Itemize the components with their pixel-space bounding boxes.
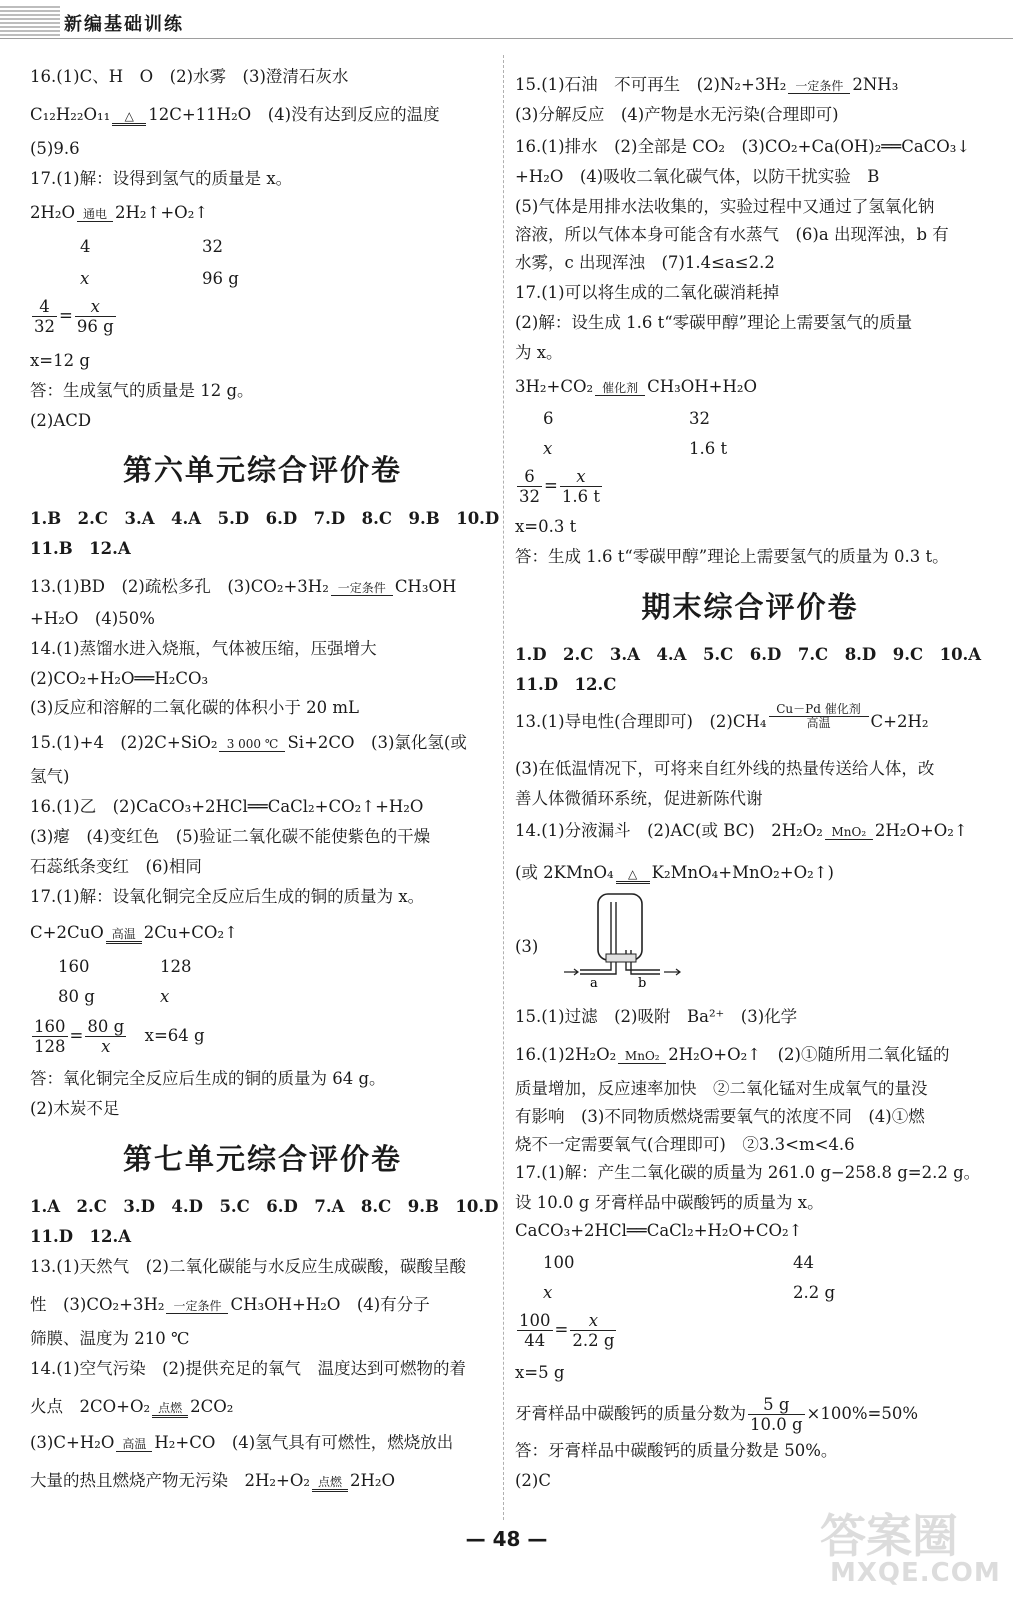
answer-line: +H₂O (4)50%	[30, 609, 155, 628]
eq-part: CH₃OH	[394, 577, 457, 596]
eq-part: 2NH₃	[852, 75, 899, 94]
header-decoration	[0, 6, 60, 36]
answer-line: 设 10.0 g 牙膏样品中碳酸钙的质量为 x。	[515, 1193, 824, 1212]
condition-text: 高温	[806, 716, 831, 730]
equation-line	[30, 731, 467, 755]
frac-den: 32	[34, 317, 55, 336]
label-a: a	[590, 976, 598, 988]
answer-line: 14.(1)蒸馏水进入烧瓶，气体被压缩，压强增大	[30, 639, 377, 658]
condition-text: 点燃	[317, 1475, 342, 1489]
condition-text: MnO₂	[624, 1049, 660, 1063]
section-title-unit7: 第七单元综合评价卷	[122, 1142, 402, 1176]
proportion: $\frac{4}{32}$ = $\frac{x}{96 g}$	[34, 297, 114, 336]
frac-den: x	[101, 1037, 111, 1056]
eq-part: K₂MnO₄+MnO₂+O₂↑)	[651, 863, 834, 882]
equation-line	[515, 819, 968, 843]
outlet-pipe-b	[626, 964, 660, 974]
answer-line: 溶液，所以气体本身可能含有水蒸气 (6)a 出现浑浊，b 有	[515, 225, 949, 244]
eq-part: 13.(1)导电性(合理即可) (2)CH₄	[515, 712, 767, 731]
eq-part: (或 2KMnO₄	[515, 863, 614, 882]
mc-answers: 11.D 12.A	[30, 1227, 132, 1246]
answer-line: 16.(1)乙 (2)CaCO₃+2HCl══CaCl₂+CO₂↑+H₂O	[30, 797, 424, 816]
reaction-condition	[219, 738, 285, 752]
equation-line	[30, 1395, 233, 1419]
answer-line: 13.(1)天然气 (2)二氧化碳能与水反应生成碳酸，碳酸呈酸	[30, 1257, 466, 1276]
reaction-condition	[312, 1476, 348, 1492]
eq-part: C+2H₂	[870, 712, 929, 731]
eq-part: 火点 2CO+O₂	[30, 1397, 151, 1416]
frac-num: x	[560, 467, 602, 487]
answer-line: 17.(1)解：设氧化铜完全反应后生成的铜的质量为 x。	[30, 887, 425, 906]
watermark-text: 答案圈	[820, 1509, 958, 1563]
mass-value: 6	[543, 409, 554, 428]
answer-line: (2)解：设生成 1.6 t“零碳甲醇”理论上需要氢气的质量	[515, 313, 913, 332]
equation-line	[515, 1043, 949, 1067]
eq-part: 2H₂O+O₂↑	[874, 821, 968, 840]
equation-line	[30, 103, 440, 127]
answer-line: 筛膜、温度为 210 ℃	[30, 1329, 190, 1348]
answer-line: (2)CO₂+H₂O══H₂CO₃	[30, 669, 209, 688]
eq-part: 12C+11H₂O (4)没有达到反应的温度	[148, 105, 440, 124]
answer-line: (3)在低温情况下，可将来自红外线的热量传送给人体，改	[515, 759, 935, 778]
frac-num: x	[75, 297, 116, 317]
answer-line: 有影响 (3)不同物质燃烧需要氧气的浓度不同 (4)①燃	[515, 1107, 925, 1126]
equation-line	[515, 73, 898, 97]
answer-line: (5)9.6	[30, 139, 80, 158]
condition-text: 高温	[111, 927, 136, 941]
mass-value: 44	[793, 1253, 814, 1272]
frac-num: x	[570, 1311, 616, 1331]
mass-value: x	[160, 987, 170, 1006]
eq-part: CH₃OH+H₂O (4)有分子	[230, 1295, 430, 1314]
eq-part: x=64 g	[144, 1026, 205, 1045]
equation-line	[515, 861, 834, 885]
frac-num: 5 g	[748, 1395, 805, 1415]
eq-part: 2CO₂	[190, 1397, 234, 1416]
frac-den: 10.0 g	[750, 1415, 803, 1434]
eq-part: 14.(1)分液漏斗 (2)AC(或 BC) 2H₂O₂	[515, 821, 823, 840]
eq-part: 15.(1)+4 (2)2C+SiO₂	[30, 733, 218, 752]
equation-line	[30, 201, 208, 225]
frac-den: 44	[524, 1331, 546, 1350]
reaction-condition	[616, 868, 650, 884]
proportion: $\frac{6}{32}$ = $\frac{x}{1.6 t}$	[519, 467, 600, 506]
gas-bottle-diagram	[560, 888, 700, 988]
reaction-condition	[77, 208, 113, 222]
stopper	[606, 954, 636, 962]
answer-line: 15.(1)过滤 (2)吸附 Ba²⁺ (3)化学	[515, 1007, 798, 1026]
eq-part: ×100%=50%	[806, 1404, 919, 1423]
mass-value: 4	[80, 237, 91, 256]
mass-value: 80 g	[58, 987, 95, 1006]
frac-num: 4	[32, 297, 57, 317]
answer-line: 答：牙膏样品中碳酸钙的质量分数是 50%。	[515, 1441, 838, 1460]
mc-answers: 1.D 2.C 3.A 4.A 5.C 6.D 7.C 8.D 9.C 10.A	[515, 645, 982, 664]
frac-num: 6	[517, 467, 542, 487]
eq-part: 2H₂↑+O₂↑	[115, 203, 209, 222]
answer-line: x=5 g	[515, 1363, 565, 1382]
condition-text: 高温	[122, 1437, 147, 1451]
reaction-condition	[825, 826, 873, 840]
page-header	[0, 0, 1013, 40]
eq-part: H₂+CO (4)氢气具有可燃性，燃烧放出	[154, 1433, 454, 1452]
eq-part: 3H₂+CO₂	[515, 377, 594, 396]
frac-den: 32	[519, 487, 540, 506]
eq-part: 2H₂O	[349, 1471, 395, 1490]
frac-den: 96 g	[76, 317, 114, 336]
mass-value: 32	[689, 409, 710, 428]
eq-part: C₁₂H₂₂O₁₁	[30, 105, 111, 124]
mass-value: 96 g	[202, 269, 239, 288]
answer-line: (2)C	[515, 1471, 551, 1490]
label-b: b	[638, 976, 647, 988]
mc-answers: 11.B 12.A	[30, 539, 131, 558]
answer-line: 质量增加，反应速率加快 ②二氧化锰对生成氧气的量没	[515, 1079, 928, 1098]
eq-part: (3)C+H₂O	[30, 1433, 115, 1452]
mc-answers: 1.A 2.C 3.D 4.D 5.C 6.D 7.A 8.C 9.B 10.D	[30, 1197, 499, 1216]
condition-text: 催化剂	[602, 381, 639, 395]
arrow-in-icon	[564, 969, 578, 975]
answer-line: 氢气)	[30, 767, 70, 786]
answer-line: 17.(1)可以将生成的二氧化碳消耗掉	[515, 283, 780, 302]
frac-den: 128	[34, 1037, 66, 1056]
frac-num: 160	[34, 1017, 66, 1036]
answer-line: 答：生成 1.6 t“零碳甲醇”理论上需要氢气的质量为 0.3 t。	[515, 547, 949, 566]
answer-line: 14.(1)空气污染 (2)提供充足的氧气 温度达到可燃物的着	[30, 1359, 466, 1378]
proportion: $\frac{160}{128}$ = $\frac{80 g}{x}$ x=64 g	[34, 1017, 205, 1056]
condition-text: △	[124, 109, 134, 123]
answer-line: (3)反应和溶解的二氧化碳的体积小于 20 mL	[30, 698, 359, 717]
answer-line: x=0.3 t	[515, 517, 577, 536]
watermark-url: MXQE.COM	[830, 1558, 1001, 1588]
answer-line: (5)气体是用排水法收集的，实验过程中又通过了氢氧化钠	[515, 197, 935, 216]
eq-part: 2H₂O+O₂↑ (2)①随所用二氧化锰的	[668, 1045, 950, 1064]
header-title: 新编基础训练	[64, 14, 184, 35]
mass-value: x	[543, 1283, 553, 1302]
condition-text: 一定条件	[173, 1299, 222, 1313]
frac-num: 80 g	[87, 1017, 125, 1036]
mass-value: 1.6 t	[689, 439, 728, 458]
condition-text: 3 000 ℃	[226, 737, 279, 751]
answer-line: (3)	[515, 937, 539, 956]
outlet-pipe-a	[580, 964, 616, 974]
watermark-logo	[820, 1500, 1000, 1595]
equation-line	[30, 921, 238, 945]
column-divider	[503, 55, 504, 1520]
mc-answers: 11.D 12.C	[515, 675, 617, 694]
eq-part: 大量的热且燃烧产物无污染 2H₂+O₂	[30, 1471, 310, 1490]
condition-text: 一定条件	[795, 79, 844, 93]
bottle-outline	[598, 894, 642, 960]
eq-part: 2H₂O	[30, 203, 76, 222]
eq-part: CH₃OH+H₂O	[647, 377, 757, 396]
arrow-out-icon	[664, 969, 680, 975]
answer-line: 答：氧化铜完全反应后生成的铜的质量为 64 g。	[30, 1069, 386, 1088]
mass-value: 128	[160, 957, 192, 976]
eq-part: C+2CuO	[30, 923, 104, 942]
mass-value: 32	[202, 237, 223, 256]
condition-text: MnO₂	[831, 825, 867, 839]
proportion: $\frac{100}{44}$ = $\frac{x}{2.2 g}$	[519, 1311, 615, 1350]
equation-line: CaCO₃+2HCl══CaCl₂+H₂O+CO₂↑	[515, 1221, 803, 1240]
eq-part: 牙膏样品中碳酸钙的质量分数为	[515, 1404, 746, 1423]
reaction-condition	[152, 1402, 188, 1418]
equation-line	[30, 1431, 453, 1455]
answer-line: +H₂O (4)吸收二氧化碳气体，以防干扰实验 B	[515, 167, 880, 186]
eq-part: 16.(1)2H₂O₂	[515, 1045, 617, 1064]
reaction-condition	[116, 1438, 152, 1452]
eq-part: Si+2CO (3)氯化氢(或	[287, 733, 467, 752]
percentage-line	[515, 1395, 918, 1434]
condition-text: 点燃	[158, 1401, 183, 1415]
mass-value: x	[80, 269, 90, 288]
answer-line: (3)分解反应 (4)产物是水无污染(合理即可)	[515, 105, 839, 124]
answer-line: (2)木炭不足	[30, 1099, 120, 1118]
equation-line	[515, 375, 757, 399]
reaction-condition	[106, 928, 142, 944]
condition-text: 通电	[83, 207, 108, 221]
answer-line: 16.(1)排水 (2)全部是 CO₂ (3)CO₂+Ca(OH)₂══CaCO₃↓	[515, 137, 971, 156]
condition-text: 一定条件	[337, 581, 386, 595]
equation-line	[515, 703, 928, 734]
reaction-condition	[331, 582, 393, 596]
reaction-condition	[618, 1050, 666, 1064]
reaction-condition	[595, 382, 645, 396]
answer-line: 17.(1)解：产生二氧化碳的质量为 261.0 g−258.8 g=2.2 g。	[515, 1163, 981, 1182]
mc-answers: 1.B 2.C 3.A 4.A 5.D 6.D 7.D 8.C 9.B 10.D	[30, 509, 500, 528]
answer-line: (3)瘪 (4)变红色 (5)验证二氧化碳不能使紫色的干燥	[30, 827, 431, 846]
frac-num: 100	[519, 1311, 551, 1330]
answer-line: 石蕊纸条变红 (6)相同	[30, 857, 202, 876]
header-rule	[0, 38, 1013, 39]
answer-line: 善人体微循环系统，促进新陈代谢	[515, 789, 763, 808]
answer-line: x=12 g	[30, 351, 90, 370]
condition-text: Cu－Pd 催化剂	[776, 702, 861, 716]
mass-value: 2.2 g	[793, 1283, 836, 1302]
answer-line: 为 x。	[515, 343, 563, 362]
answer-line: 水雾，c 出现浑浊 (7)1.4≤a≤2.2	[515, 253, 775, 272]
condition-text: △	[628, 867, 638, 881]
page-number: — 48 —	[465, 1527, 548, 1551]
eq-part: 13.(1)BD (2)疏松多孔 (3)CO₂+3H₂	[30, 577, 329, 596]
section-title-unit6: 第六单元综合评价卷	[122, 453, 402, 487]
answer-line: (2)ACD	[30, 411, 92, 430]
answer-line: 烧不一定需要氧气(合理即可) ②3.3<m<4.6	[515, 1135, 855, 1154]
answer-line: 16.(1)C、H O (2)水雾 (3)澄清石灰水	[30, 67, 349, 86]
reaction-condition	[112, 110, 146, 126]
section-title-final: 期末综合评价卷	[641, 590, 859, 624]
mass-value: x	[543, 439, 553, 458]
eq-part: 2Cu+CO₂↑	[143, 923, 238, 942]
equation-line	[30, 1293, 430, 1317]
frac-den: 1.6 t	[561, 487, 600, 506]
frac-den: 2.2 g	[572, 1331, 615, 1350]
eq-part: 性 (3)CO₂+3H₂	[30, 1295, 165, 1314]
answer-line: 答：生成氢气的质量是 12 g。	[30, 381, 254, 400]
mass-value: 160	[58, 957, 90, 976]
reaction-condition	[769, 703, 869, 730]
mass-value: 100	[543, 1253, 575, 1272]
equation-line	[30, 1469, 395, 1493]
answer-line: 17.(1)解：设得到氢气的质量是 x。	[30, 169, 293, 188]
eq-part: 15.(1)石油 不可再生 (2)N₂+3H₂	[515, 75, 787, 94]
reaction-condition	[788, 80, 850, 94]
reaction-condition	[166, 1300, 228, 1314]
equation-line	[30, 575, 456, 599]
